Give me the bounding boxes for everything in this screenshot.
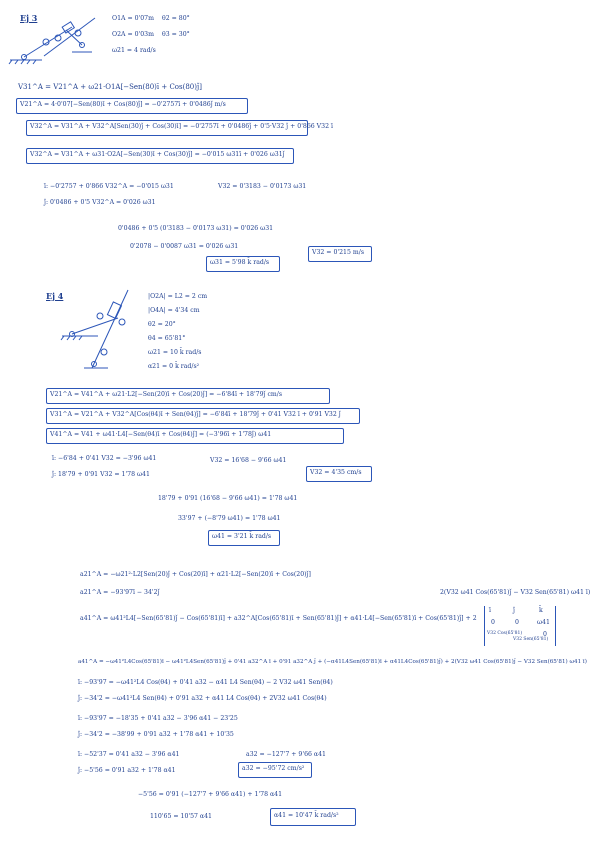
ex4-given-omega21: ω21 = 10 k̄ rad/s <box>148 349 202 356</box>
matrix-k: k̄ <box>539 607 543 614</box>
ex3-given-theta2: θ2 = 80° <box>162 15 190 22</box>
ex4-acc-i3: ī: −52'37 = 0'41 a32 − 3'96 α41 <box>78 751 180 758</box>
ex4-j-line: ǰ: 18'79 + 0'91 V32 = 1'78 ω41 <box>52 471 150 478</box>
ex4-eq2: V31^A = V21^A + V32^A[Cos(θ4)ī + Sen(θ4)ǰ] = −6'84ī + 18'79ǰ + 0'41 V32 ī + 0'91 V32 ǰ <box>50 411 341 418</box>
ex3-result-w: ω31 = 5'98 k̄ rad/s <box>210 259 270 266</box>
ex4-eq3: V41^A = V41 + ω41·L4[−Sen(θ4)ī + Cos(θ4)ǰ] = (−3'96ī + 1'78ǰ) ω41 <box>50 431 272 438</box>
ex4-given-o2a: |O2A| = L2 = 2 cm <box>148 293 208 300</box>
ex4-acc-j3: ǰ: −5'56 = 0'91 a32 + 1'78 α41 <box>78 767 176 774</box>
ex4-eq1: V21^A = V41^A + ω21·L2[−Sen(20)ī + Cos(20)ǰ] = −6'84ī + 18'79ǰ cm/s <box>50 391 283 398</box>
ex4-sub2: 33'97 + (−8'79 ω41) = 1'78 ω41 <box>178 515 281 522</box>
ex4-acc-i1: ī: −93'97 = −ω41²L4 Cos(θ4) + 0'41 a32 − α41 L4 Sen(θ4) − 2 V32 ω41 Sen(θ4) <box>78 679 333 686</box>
ex4-acc-j1: ǰ: −34'2 = −ω41²L4 Sen(θ4) + 0'91 a32 + α41 L4 Cos(θ4) + 2V32 ω41 Cos(θ4) <box>78 695 327 702</box>
ex3-given-o2a: O2A = 0'03m <box>112 31 154 38</box>
ex3-i-line: ī: −0'2757 + 0'866 V32^A = −0'015 ω31 <box>44 183 174 190</box>
ex3-sub1: 0'0486 + 0'5 (0'3183 − 0'0173 ω31) = 0'026 ω31 <box>118 225 274 232</box>
ex4-result-w: ω41 = 3'21 k̄ rad/s <box>212 533 272 540</box>
ex4-given-theta2: θ2 = 20° <box>148 321 176 328</box>
ex4-v32-result: V32 = 4'35 cm/s <box>310 469 362 476</box>
ex4-acc4: a41^A = −ω41²L4Cos(65'81)ī − ω41²L4Sen(65'81)ǰ + 0'41 a32^A ī + 0'91 a32^A ǰ + (−α41L4Sen(65'81)ī + α41L4Cos(65'81)ǰ) + 2(V32 ω41 Cos(65'81)ǰ − V32 Sen(65'81) ω41 ī) <box>78 659 587 665</box>
ex4-cross-matrix <box>484 606 556 646</box>
ex3-given-theta3: θ3 = 30° <box>162 31 190 38</box>
ex3-eq3: V32^A = V31^A + V32^A[Sen(30)ǰ + Cos(30)ī] = −0'2757ī + 0'0486ǰ + 0'5·V32 ǰ + 0'866 V32 ī <box>30 123 333 130</box>
ex4-heading: Ej 4 <box>46 291 64 301</box>
ex3-heading: Ej 3 <box>20 13 38 23</box>
ex4-a32-result: a32 = −95'72 cm/s² <box>242 765 305 772</box>
ex4-acc-cross-note: 2(V32 ω41 Cos(65'81)ǰ − V32 Sen(65'81) ω41 ī) <box>440 589 591 596</box>
ex4-i-line: ī: −6'84 + 0'41 V32 = −3'96 ω41 <box>52 455 157 462</box>
ex3-eq1: V31^A = V21^A + ω21·O1A[−Sen(80)ī + Cos(80)ǰ] <box>18 83 202 91</box>
ex4-given-o4a: |O4A| = 4'34 cm <box>148 307 200 314</box>
ex4-result-a: α41 = 10'47 k̄ rad/s² <box>274 812 339 819</box>
matrix-r1-b: 0 <box>515 619 519 626</box>
matrix-r1-a: 0 <box>491 619 495 626</box>
matrix-r2-b: V32 Sen(65'81) <box>513 637 549 642</box>
ex4-acc2: a21^A = −93'97ī − 34'2ǰ <box>80 589 160 596</box>
ex4-acc3: a41^A = ω41²L4[−Sen(65'81)ǰ − Cos(65'81)ī] + a32^A[Cos(65'81)ī + Sen(65'81)ǰ] + α41·L4[−Sen(65'81)ī + Cos(65'81)ǰ] + 2 <box>80 615 477 622</box>
ex3-result-v: V32 = 0'215 m/s <box>312 249 365 256</box>
ex4-a32-expr: a32 = −127'7 + 9'66 α41 <box>246 751 326 758</box>
ex4-acc-j2: ǰ: −34'2 = −38'99 + 0'91 a32 + 1'78 α41 + 10'35 <box>78 731 234 738</box>
ex4-sub3: −5'56 = 0'91 (−127'7 + 9'66 α41) + 1'78 α41 <box>138 791 283 798</box>
ex4-sub1: 18'79 + 0'91 (16'68 − 9'66 ω41) = 1'78 ω41 <box>158 495 298 502</box>
ex3-given-o1a: O1A = 0'07m <box>112 15 154 22</box>
ex4-sub4: 110'65 = 10'57 α41 <box>150 813 212 820</box>
matrix-j: ǰ <box>513 607 515 614</box>
ex4-given-theta4: θ4 = 65'81° <box>148 335 186 342</box>
matrix-r1-c: ω41 <box>537 619 550 626</box>
ex4-acc-i2: ī: −93'97 = −18'35 + 0'41 a32 − 3'96 α41 − 23'25 <box>78 715 238 722</box>
ex4-v32-expr: V32 = 16'68 − 9'66 ω41 <box>210 457 287 464</box>
ex4-given-alpha21: α21 = 0 k̄ rad/s² <box>148 363 200 370</box>
matrix-i: ī <box>489 607 491 614</box>
ex3-eq2: V21^A = 4·0'07[−Sen(80)ī + Cos(80)ǰ] = −0'2757ī + 0'0486ǰ m/s <box>20 101 226 108</box>
matrix-r2-a: V32 Cos(65'81) <box>487 631 523 636</box>
ex4-acc1: a21^A = −ω21²·L2[Sen(20)ǰ + Cos(20)ī] + α21·L2[−Sen(20)ī + Cos(20)ǰ] <box>80 571 311 578</box>
matrix-r2-c: 0 <box>543 631 547 638</box>
ex3-sub2: 0'2078 − 0'0087 ω31 = 0'026 ω31 <box>130 243 239 250</box>
ex3-v32-expr: V32 = 0'3183 − 0'0173 ω31 <box>218 183 307 190</box>
ex3-eq4: V32^A = V31^A + ω31·O2A[−Sen(30)ī + Cos(30)ǰ] = −0'015 ω31ī + 0'026 ω31ǰ <box>30 151 285 158</box>
ex3-given-omega21: ω21 = 4 rad/s <box>112 47 156 54</box>
ex3-j-line: ǰ: 0'0486 + 0'5 V32^A = 0'026 ω31 <box>44 199 156 206</box>
